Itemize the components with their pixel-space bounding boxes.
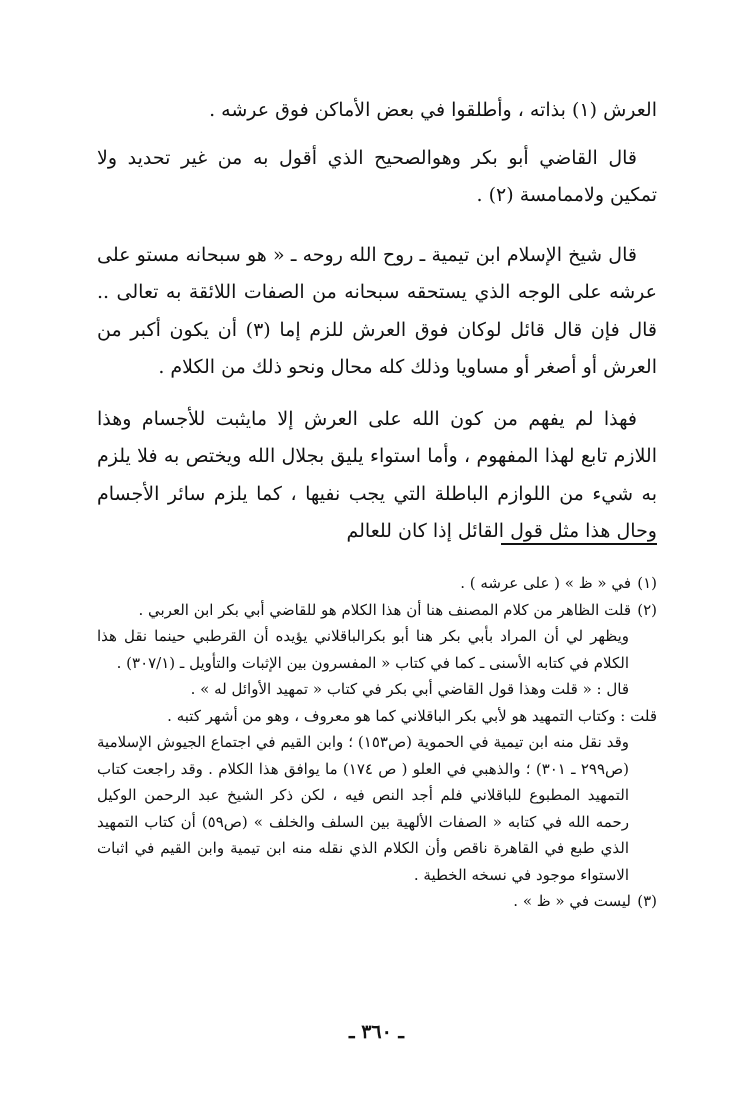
footnote-2 — [97, 597, 657, 624]
paragraph-3: قال شيخ الإسلام ابن تيمية ـ روح الله روحه ـ « هو سبحانه مستو على عرشه على الوجه الذي يستحقه سبحانه من الصفات اللائقة به تعالى .. قال فإن قال قائل لوكان فوق العرش للزم إما (٣) أن يكون أكبر من العرش أو أصغر أو مساويا وذلك كله محال ونحو ذلك من الكلام . — [97, 243, 657, 378]
main-text — [97, 92, 657, 551]
footnote-number: (٣) — [637, 892, 657, 910]
footnote-text: ليست في « ظ » . — [513, 892, 631, 910]
footnote-separator — [501, 543, 657, 545]
footnote-3 — [97, 888, 657, 915]
footnote-1 — [97, 570, 657, 597]
paragraph-1: العرش (١) بذاته ، وأطلقوا في بعض الأماكن فوق عرشه . — [209, 99, 657, 121]
paragraph-4: فهذا لم يفهم من كون الله على العرش إلا مايثبت للأجسام وهذا اللازم تابع لهذا المفهوم ، وأما استواء يليق بجلال الله ويختص به فلا يلزم به شيء من اللوازم الباطلة التي يجب نفيها ، كما يلزم سائر الأجسام وحال هذا مثل قول القائل إذا كان للعالم — [97, 407, 657, 542]
footnote-2-line: وقد نقل منه ابن تيمية في الحموية (ص١٥٣) ؛ وابن القيم في اجتماع الجيوش الإسلامية (ص٢٩٩ ـ ٣٠١) ؛ والذهبي في العلو ( ص ١٧٤) ما يوافق هذا الكلام . وقد راجعت كتاب التمهيد المطبوع للباقلاني فلم أجد النص فيه ، لكن ذكر الشيخ عبد الرحمن الوكيل رحمه الله في كتابه « الصفات الألهية بين السلف والخلف » (ص٥٩) أن كتاب التمهيد الذي طبع في القاهرة ناقص وأن الكلام الذي نقله منه ابن تيمية وابن القيم في اثبات الاستواء موجود في نسخه الخطية . — [97, 733, 629, 884]
paragraph-2: قال القاضي أبو بكر وهوالصحيح الذي أقول به من غير تحديد ولا تمكين ولاممامسة (٢) . — [97, 146, 657, 206]
footnotes — [97, 570, 657, 915]
footnote-text: قلت الظاهر من كلام المصنف هنا أن هذا الكلام هو للقاضي أبي بكر ابن العربي . — [138, 600, 631, 619]
footnote-text: في « ظ » ( على عرشه ) . — [460, 574, 631, 592]
footnote-2-line: ويظهر لي أن المراد بأبي بكر هنا أبو بكرالباقلاني يؤيده أن القرطبي حينما نقل هذا الكلام في كتابه الأسنى ـ كما في كتاب « المفسرون بين الإثبات والتأويل ـ (٣٠٧/١) . — [97, 627, 629, 672]
footnote-2-line: قلت : وكتاب التمهيد هو لأبي بكر الباقلاني كما هو معروف ، وهو من أشهر كتبه . — [167, 706, 657, 725]
footnote-2-line: قال : « قلت وهذا قول القاضي أبي بكر في كتاب « تمهيد الأوائل له » . — [190, 680, 629, 698]
page-number: ـ ٣٦٠ ـ — [349, 1021, 404, 1043]
footnote-number: (١) — [637, 574, 657, 592]
footnote-number: (٢) — [637, 600, 657, 619]
